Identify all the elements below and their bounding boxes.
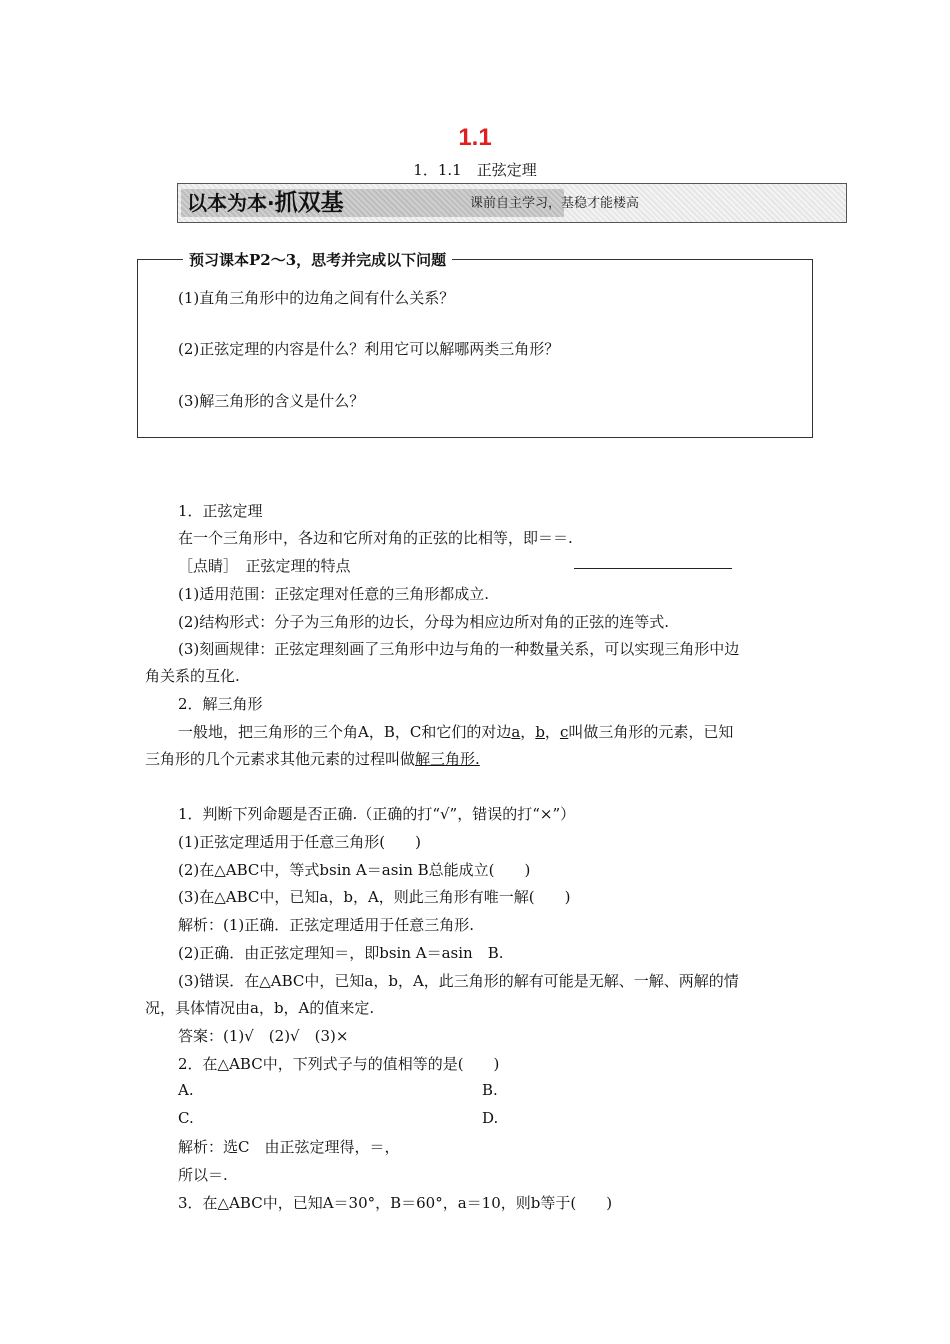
banner-slogan: 课前自主学习，基稳才能楼高	[470, 196, 640, 211]
exercise-2-analysis-1: 解析：选C 由正弦定理得，＝，	[178, 1138, 400, 1156]
exercise-2: 2．在△ABC中，下列式子与的值相等的是( )	[178, 1055, 500, 1073]
section-number: 1.1	[458, 124, 492, 151]
fill-blank-line	[574, 568, 732, 569]
preview-box-title: 预习课本P2～3，思考并完成以下问题	[183, 249, 452, 270]
exercise-1-item-1: (1)正弦定理适用于任意三角形( )	[178, 833, 421, 851]
knowledge-heading-1: 1．正弦定理	[178, 502, 263, 520]
exercise-1-item-2: (2)在△ABC中，等式bsin A＝asin B总能成立( )	[178, 861, 531, 879]
p2-text-2: 叫做三角形的元素，已知	[568, 723, 734, 741]
underline-c: c	[559, 723, 569, 741]
exercise-1-analysis-2: (2)正确．由正弦定理知＝，即bsin A＝asin B.	[178, 944, 504, 962]
exercise-1: 1．判断下列命题是否正确.（正确的打“√”，错误的打“×”）	[178, 805, 576, 823]
point-1: (1)适用范围：正弦定理对任意的三角形都成立.	[178, 585, 490, 603]
underline-a: a	[511, 723, 521, 741]
option-a: A.	[178, 1081, 194, 1099]
p2-text-1: 一般地，把三角形的三个角A，B，C和它们的对边	[178, 723, 512, 741]
option-d: D.	[482, 1109, 499, 1127]
point-2: (2)结构形式：分子为三角形的边长，分母为相应边所对角的正弦的连等式.	[178, 613, 670, 631]
exercise-1-item-3: (3)在△ABC中，已知a，b，A，则此三角形有唯一解( )	[178, 888, 571, 906]
point-label: ［点睛］ 正弦定理的特点	[178, 557, 351, 575]
knowledge-heading-2: 2．解三角形	[178, 695, 263, 713]
knowledge-paragraph-1: 在一个三角形中，各边和它所对角的正弦的比相等，即＝＝.	[178, 529, 573, 547]
banner	[177, 183, 847, 223]
exercise-1-analysis-3-line-1: (3)错误．在△ABC中，已知a，b，A，此三角形的解有可能是无解、一解、两解的情	[178, 972, 739, 990]
point-3-line-2: 角关系的互化.	[145, 667, 240, 685]
underline-solve: 解三角形.	[415, 750, 480, 768]
knowledge-paragraph-2-line-1	[178, 721, 733, 742]
option-c: C.	[178, 1109, 194, 1127]
exercise-1-analysis-3-line-2: 况，具体情况由a，b，A的值来定.	[145, 999, 375, 1017]
exercise-1-analysis-1: 解析：(1)正确．正弦定理适用于任意三角形.	[178, 916, 475, 934]
banner-heading	[187, 189, 344, 217]
p2-sep-1: ，	[520, 723, 536, 741]
exercise-1-answer: 答案：(1)√ (2)√ (3)×	[178, 1027, 349, 1045]
p2-sep-2: ，	[544, 723, 560, 741]
section-title: 1．1.1 正弦定理	[413, 161, 537, 179]
option-b: B.	[482, 1081, 498, 1099]
exercise-3: 3．在△ABC中，已知A＝30°，B＝60°，a＝10，则b等于( )	[178, 1194, 613, 1212]
knowledge-paragraph-2-line-2	[145, 748, 480, 769]
p2b-text-1: 三角形的几个元素求其他元素的过程叫做	[145, 750, 416, 768]
exercise-2-analysis-2: 所以＝.	[178, 1166, 228, 1184]
underline-b: b	[535, 723, 545, 741]
point-3-line-1: (3)刻画规律：正弦定理刻画了三角形中边与角的一种数量关系，可以实现三角形中边	[178, 640, 740, 658]
preview-question-2: (2)正弦定理的内容是什么？利用它可以解哪两类三角形？	[178, 340, 560, 358]
preview-question-1: (1)直角三角形中的边角之间有什么关系？	[178, 289, 455, 307]
banner-heading-part2: 抓双基	[274, 190, 344, 216]
banner-heading-part1: 以本为本·	[187, 191, 275, 215]
preview-question-3: (3)解三角形的含义是什么？	[178, 392, 365, 410]
